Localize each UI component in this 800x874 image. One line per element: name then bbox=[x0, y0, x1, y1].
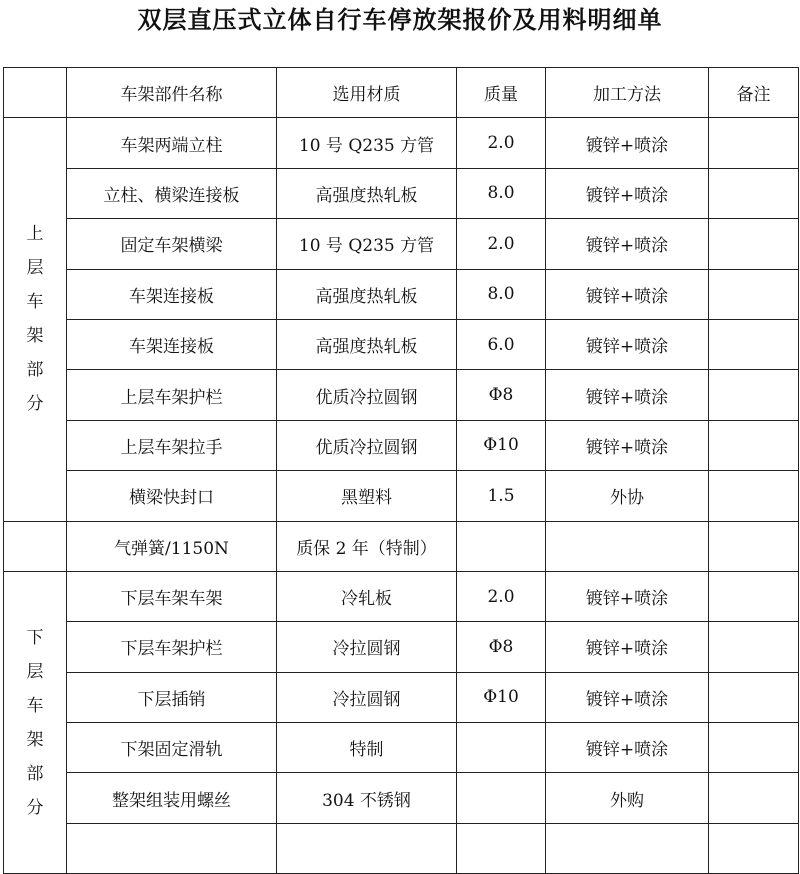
header-material: 选用材质 bbox=[277, 68, 457, 118]
material-cell: 冷拉圆钢 bbox=[277, 622, 457, 672]
part-name-cell: 立柱、横梁连接板 bbox=[67, 168, 277, 218]
part-name-cell: 横梁快封口 bbox=[67, 471, 277, 521]
part-name-cell: 整架组装用螺丝 bbox=[67, 773, 277, 823]
material-cell: 高强度热轧板 bbox=[277, 319, 457, 369]
note-cell bbox=[709, 420, 799, 470]
table-row bbox=[4, 723, 799, 773]
quality-cell bbox=[457, 521, 546, 571]
note-cell bbox=[709, 219, 799, 269]
method-cell: 镀锌+喷涂 bbox=[546, 269, 709, 319]
method-cell: 镀锌+喷涂 bbox=[546, 370, 709, 420]
table-row bbox=[4, 118, 799, 168]
part-name-cell: 下架固定滑轨 bbox=[67, 723, 277, 773]
upper-section-label-char: 架 bbox=[26, 326, 44, 347]
lower-section-label-char: 分 bbox=[26, 797, 44, 818]
part-name-cell: 车架连接板 bbox=[67, 319, 277, 369]
material-cell: 特制 bbox=[277, 723, 457, 773]
note-cell bbox=[709, 723, 799, 773]
method-cell: 镀锌+喷涂 bbox=[546, 571, 709, 621]
document-title: 双层直压式立体自行车停放架报价及用料明细单 bbox=[137, 6, 663, 34]
quality-cell: Φ10 bbox=[457, 672, 546, 722]
upper-section-label-char: 分 bbox=[26, 394, 44, 415]
method-cell: 外协 bbox=[546, 471, 709, 521]
table-row bbox=[4, 571, 799, 621]
header-section bbox=[4, 68, 67, 118]
header-method: 加工方法 bbox=[546, 68, 709, 118]
quality-cell: Φ10 bbox=[457, 420, 546, 470]
part-name-cell: 下层车架车架 bbox=[67, 571, 277, 621]
header-quality: 质量 bbox=[457, 68, 546, 118]
note-cell bbox=[709, 521, 799, 571]
section-blank-cell bbox=[4, 521, 67, 571]
method-cell bbox=[546, 823, 709, 873]
upper-section-label bbox=[4, 118, 67, 521]
material-cell bbox=[277, 823, 457, 873]
part-name-cell: 固定车架横梁 bbox=[67, 219, 277, 269]
quality-cell: 2.0 bbox=[457, 219, 546, 269]
part-name-cell bbox=[67, 823, 277, 873]
upper-section-label-char: 车 bbox=[26, 292, 44, 313]
note-cell bbox=[709, 471, 799, 521]
note-cell bbox=[709, 269, 799, 319]
table-row bbox=[4, 521, 799, 571]
material-cell: 质保 2 年（特制） bbox=[277, 521, 457, 571]
note-cell bbox=[709, 168, 799, 218]
part-name-cell: 上层车架护栏 bbox=[67, 370, 277, 420]
quality-cell: Φ8 bbox=[457, 370, 546, 420]
header-note: 备注 bbox=[709, 68, 799, 118]
lower-section-label-char: 架 bbox=[26, 729, 44, 750]
quality-cell: 2.0 bbox=[457, 571, 546, 621]
method-cell bbox=[546, 521, 709, 571]
table-row bbox=[4, 823, 799, 873]
method-cell: 镀锌+喷涂 bbox=[546, 723, 709, 773]
note-cell bbox=[709, 773, 799, 823]
header-part-name: 车架部件名称 bbox=[67, 68, 277, 118]
quality-cell: 1.5 bbox=[457, 471, 546, 521]
table-row bbox=[4, 370, 799, 420]
lower-section-label-char: 层 bbox=[26, 661, 44, 682]
upper-section-label-char: 上 bbox=[26, 224, 44, 245]
material-cell: 黑塑料 bbox=[277, 471, 457, 521]
part-name-cell: 气弹簧/1150N bbox=[67, 521, 277, 571]
quality-cell bbox=[457, 773, 546, 823]
method-cell: 镀锌+喷涂 bbox=[546, 168, 709, 218]
table-row bbox=[4, 269, 799, 319]
method-cell: 镀锌+喷涂 bbox=[546, 319, 709, 369]
part-name-cell: 上层车架拉手 bbox=[67, 420, 277, 470]
method-cell: 外购 bbox=[546, 773, 709, 823]
table-row bbox=[4, 622, 799, 672]
lower-section-label-char: 部 bbox=[26, 763, 44, 784]
material-cell: 10 号 Q235 方管 bbox=[277, 219, 457, 269]
upper-section-label-char: 部 bbox=[26, 360, 44, 381]
table-row bbox=[4, 219, 799, 269]
table-row bbox=[4, 420, 799, 470]
note-cell bbox=[709, 622, 799, 672]
quality-cell: Φ8 bbox=[457, 622, 546, 672]
part-name-cell: 下层插销 bbox=[67, 672, 277, 722]
header-row bbox=[4, 68, 799, 118]
material-cell: 优质冷拉圆钢 bbox=[277, 370, 457, 420]
part-name-cell: 车架连接板 bbox=[67, 269, 277, 319]
table-row bbox=[4, 471, 799, 521]
material-cell: 优质冷拉圆钢 bbox=[277, 420, 457, 470]
note-cell bbox=[709, 370, 799, 420]
material-cell: 冷拉圆钢 bbox=[277, 672, 457, 722]
lower-section-label-char: 车 bbox=[26, 695, 44, 716]
table-row bbox=[4, 773, 799, 823]
note-cell bbox=[709, 319, 799, 369]
upper-section-label-char: 层 bbox=[26, 258, 44, 279]
quality-cell: 6.0 bbox=[457, 319, 546, 369]
table-row bbox=[4, 168, 799, 218]
table-row bbox=[4, 319, 799, 369]
material-cell: 冷轧板 bbox=[277, 571, 457, 621]
method-cell: 镀锌+喷涂 bbox=[546, 672, 709, 722]
note-cell bbox=[709, 672, 799, 722]
note-cell bbox=[709, 118, 799, 168]
method-cell: 镀锌+喷涂 bbox=[546, 622, 709, 672]
quality-cell: 2.0 bbox=[457, 118, 546, 168]
material-cell: 高强度热轧板 bbox=[277, 168, 457, 218]
note-cell bbox=[709, 571, 799, 621]
quality-cell: 8.0 bbox=[457, 168, 546, 218]
method-cell: 镀锌+喷涂 bbox=[546, 219, 709, 269]
material-cell: 10 号 Q235 方管 bbox=[277, 118, 457, 168]
table-row bbox=[4, 672, 799, 722]
material-cell: 高强度热轧板 bbox=[277, 269, 457, 319]
note-cell bbox=[709, 823, 799, 873]
materials-table bbox=[3, 67, 799, 874]
lower-section-label bbox=[4, 571, 67, 873]
quality-cell: 8.0 bbox=[457, 269, 546, 319]
quality-cell bbox=[457, 723, 546, 773]
part-name-cell: 车架两端立柱 bbox=[67, 118, 277, 168]
quality-cell bbox=[457, 823, 546, 873]
part-name-cell: 下层车架护栏 bbox=[67, 622, 277, 672]
lower-section-label-char: 下 bbox=[26, 627, 44, 648]
material-cell: 304 不锈钢 bbox=[277, 773, 457, 823]
method-cell: 镀锌+喷涂 bbox=[546, 420, 709, 470]
method-cell: 镀锌+喷涂 bbox=[546, 118, 709, 168]
